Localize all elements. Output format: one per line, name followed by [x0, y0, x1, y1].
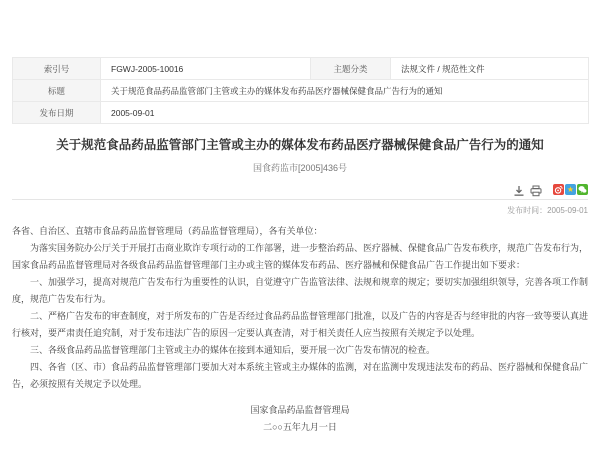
publish-date-value: 2005-09-01 — [101, 102, 589, 124]
download-icon[interactable] — [513, 184, 525, 196]
signature-block — [12, 402, 588, 436]
index-number-value: FGWJ-2005-10016 — [101, 58, 311, 80]
print-icon[interactable] — [530, 184, 542, 196]
table-row — [13, 80, 589, 102]
subject-category-label: 主题分类 — [311, 58, 391, 80]
table-row — [13, 102, 589, 124]
signature-date: 二○○五年九月一日 — [263, 422, 337, 432]
body-paragraph: 四、各省（区、市）食品药品监督管理部门要加大对本系统主管或主办媒体的监测，对在监测中发现违法发布的药品、医疗器械和保健食品广告，必须按照有关规定予以处理。 — [12, 362, 589, 389]
publish-time: 发布时间：2005-09-01 — [507, 206, 588, 215]
document-number: 国食药监市[2005]436号 — [252, 163, 348, 173]
table-row — [13, 58, 589, 80]
body-paragraph: 为落实国务院办公厅关于开展打击商业欺诈专项行动的工作部署，进一步整治药品、医疗器械、保健食品广告发布秩序，规范广告发布行为，国家食品药品监督管理局对各级食品药品监督管理部门主办或主管的媒体发布药品、医疗器械和保健食品广告工作提出如下要求： — [12, 243, 589, 270]
body-paragraph: 一、加强学习，提高对规范广告发布行为重要性的认识，自觉遵守广告监管法律、法规和规章的规定；要切实加强组织领导，完善各项工作制度，规范广告发布行为。 — [12, 277, 589, 304]
subject-category-value: 法规文件 / 规范性文件 — [391, 58, 589, 80]
qzone-share-icon[interactable]: ★ — [566, 184, 575, 194]
salutation: 各省、自治区、直辖市食品药品监督管理局（药品监督管理局），各有关单位： — [12, 226, 323, 236]
body-paragraph: 三、各级食品药品监督管理部门主管或主办的媒体在接到本通知后，要开展一次广告发布情况的检查。 — [30, 345, 436, 355]
divider — [12, 199, 588, 200]
title-label: 标题 — [13, 80, 101, 102]
metadata-table — [12, 57, 589, 124]
index-number-label: 索引号 — [13, 58, 101, 80]
toolbar — [12, 183, 588, 196]
title-value: 关于规范食品药品监管部门主管或主办的媒体发布药品医疗器械保健食品广告行为的通知 — [101, 80, 589, 102]
page-title: 关于规范食品药品监管部门主管或主办的媒体发布药品医疗器械保健食品广告行为的通知 — [56, 138, 544, 152]
weibo-share-icon[interactable] — [553, 184, 564, 195]
wechat-share-icon[interactable] — [577, 184, 588, 195]
document-body — [12, 223, 588, 393]
publish-date-label: 发布日期 — [13, 102, 101, 124]
share-buttons — [553, 184, 588, 195]
body-paragraph: 二、严格广告发布的审查制度，对于所发布的广告是否经过食品药品监督管理部门批准，以及广告的内容是否与经审批的内容一致等要认真进行核对，要严肃责任追究制，对于发布违法广告的原因一定要认真查清，对于相关责任人应当按照有关规定予以处理。 — [12, 311, 589, 338]
signature-org: 国家食品药品监督管理局 — [250, 405, 350, 415]
